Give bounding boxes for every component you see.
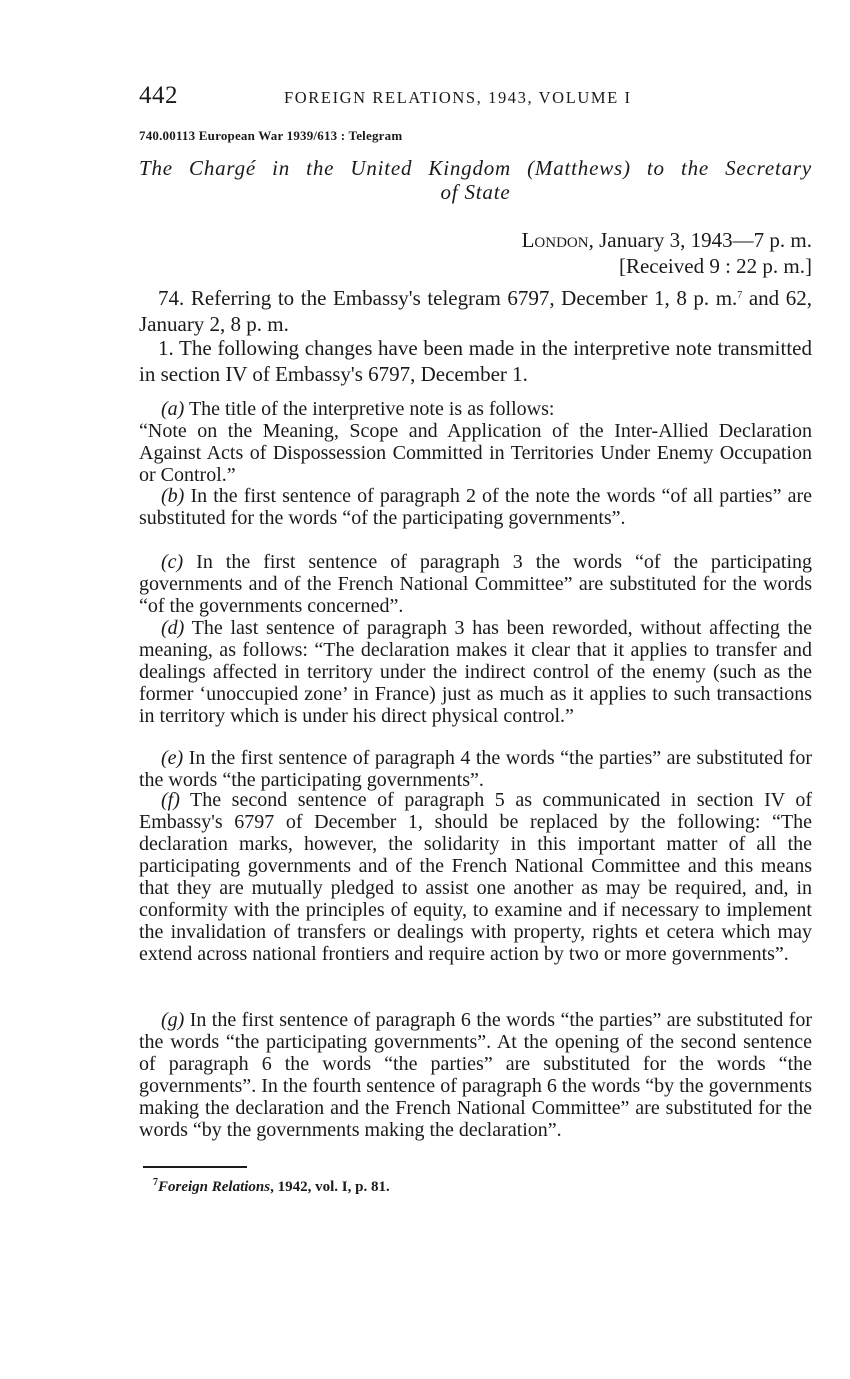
footnote-7 xyxy=(153,1179,390,1196)
paragraph-1: 1. The following changes have been made in the interpretive note transmitted in section IV of Embassy's 6797, December 1. xyxy=(139,336,812,386)
footnote-reference-7: 7 xyxy=(737,290,743,301)
footnote-mark: 7 xyxy=(153,1177,158,1188)
subparagraph-g xyxy=(139,1009,812,1141)
subparagraph-label: (f) xyxy=(161,789,180,811)
subparagraph-b xyxy=(139,485,812,529)
subparagraph-label: (a) xyxy=(161,398,185,420)
page-number: 442 xyxy=(139,82,178,109)
dateline-date: , January 3, 1943—7 p. m. xyxy=(588,228,812,252)
subparagraph-label: (b) xyxy=(161,485,185,507)
dateline xyxy=(139,228,812,253)
subparagraph-d xyxy=(139,617,812,727)
subparagraph-c xyxy=(139,551,812,617)
paragraph-74-text: 74. Referring to the Embassy's telegram 6797, December 1, 8 p. m. xyxy=(158,286,738,310)
paragraph-74-text-cont: and 62, January 2, 8 p. m. xyxy=(139,286,812,336)
title-quote: “Note on the Meaning, Scope and Application of the Inter-Allied Declaration Against Acts of Dispossession Committed in Territories Under Enemy Occupation or Control.” xyxy=(139,420,812,486)
footnote-text: , 1942, vol. I, p. 81. xyxy=(270,1179,390,1195)
subparagraph-text: In the first sentence of paragraph 6 the words “the parties” are substituted for the words “the participating governments”. At the opening of the second sentence of paragraph 6 the words “the parties” are substituted for the words “the governments”. In the fourth sentence of paragraph 6 the words “by the governments making the declaration and the French National Committee” are substituted for the words “by the governments making the declaration”. xyxy=(139,1009,812,1141)
subparagraph-label: (d) xyxy=(161,617,185,639)
document-title-line-1: The Chargé in the United Kingdom (Matthews) to the Secretary xyxy=(139,156,812,180)
subparagraph-text: The last sentence of paragraph 3 has been reworded, without affecting the meaning, as follows: “The declaration makes it clear that it applies to transfer and dealings affected in territory under the indirect control of the enemy (such as the former ‘unoccupied zone’ in France) just as much as it applies to such transactions in territory which is under his direct physical control.” xyxy=(139,617,812,727)
running-head: FOREIGN RELATIONS, 1943, VOLUME I xyxy=(284,88,632,107)
subparagraph-text: The second sentence of paragraph 5 as communicated in section IV of Embassy's 6797 of December 1, should be replaced by the following: “The declaration marks, however, the solidarity in this important matter of all the participating governments and of the French National Committee and this means that they are mutually pledged to assist one another as may be required, and, in conformity with the principles of equity, to examine and if necessary to implement the invalidation of transfers or dealings with property, rights et cetera which may extend across national frontiers and require action by two or more governments”. xyxy=(139,789,812,965)
subparagraph-label: (g) xyxy=(161,1009,185,1031)
dateline-place: London xyxy=(521,228,589,252)
subparagraph-a xyxy=(139,398,812,486)
footnote-divider xyxy=(143,1166,247,1168)
document-title-line-2: of State xyxy=(440,180,511,204)
page-header xyxy=(139,82,812,112)
file-reference: 740.00113 European War 1939/613 : Telegram xyxy=(139,128,403,143)
subparagraph-label: (e) xyxy=(161,747,184,769)
received-line: [Received 9 : 22 p. m.] xyxy=(618,254,812,278)
footnote-title: Foreign Relations xyxy=(158,1179,271,1195)
subparagraph-label: (c) xyxy=(161,551,184,573)
subparagraph-f xyxy=(139,789,812,965)
subparagraph-text: The title of the interpretive note is as follows: xyxy=(184,398,555,420)
subparagraph-text: In the first sentence of paragraph 3 the words “of the participating governments and of the French National Committee” are substituted for the words “of the governments concerned”. xyxy=(139,551,812,617)
subparagraph-e xyxy=(139,747,812,791)
paragraph-74 xyxy=(139,285,812,337)
subparagraph-text: In the first sentence of paragraph 2 of the note the words “of all parties” are substituted for the words “of the participating governments”. xyxy=(139,485,812,529)
subparagraph-text: In the first sentence of paragraph 4 the words “the parties” are substituted for the words “the participating governments”. xyxy=(139,747,812,791)
